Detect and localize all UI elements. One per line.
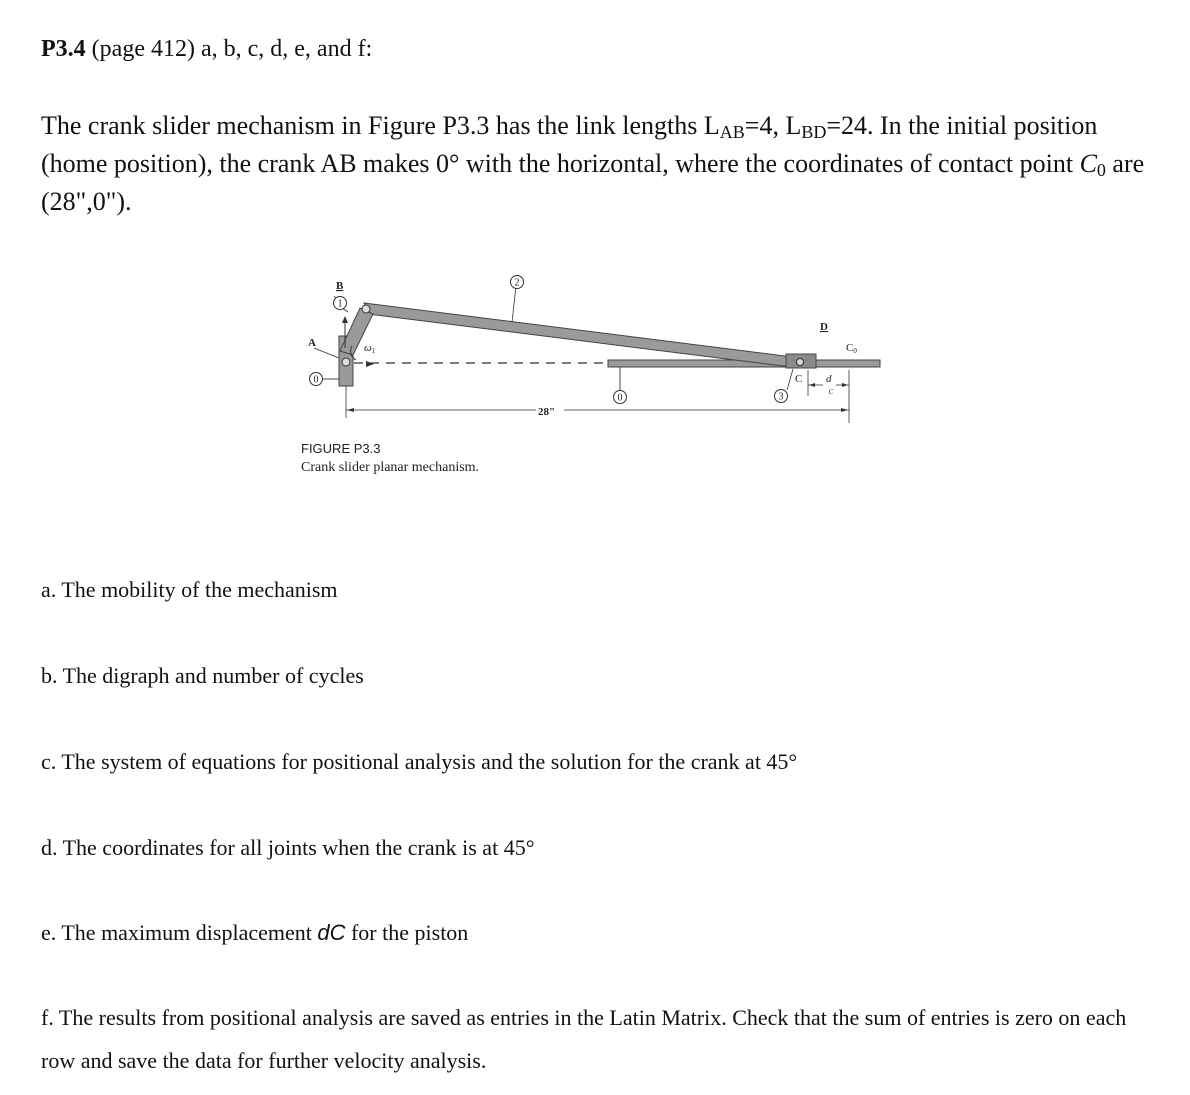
problem-number: P3.4 xyxy=(41,36,86,62)
question-d: d. The coordinates for all joints when the crank is at 45° xyxy=(41,835,535,860)
link-number-0-left: 0 xyxy=(313,374,319,386)
leader-2 xyxy=(512,286,516,322)
dc-arrowhead-right xyxy=(842,383,848,387)
figure-caption-text: Crank slider planar mechanism. xyxy=(301,460,480,475)
link-number-2: 2 xyxy=(514,277,520,289)
label-b: B xyxy=(336,280,344,292)
question-a: a. The mobility of the mechanism xyxy=(41,577,338,602)
question-f: f. The results from positional analysis are saved as entries in the Latin Matrix. Check that the sum of entries is zero on each row and save the data for further velocity analysis. xyxy=(41,1005,1127,1073)
statement-text-2: =4, L xyxy=(744,111,802,140)
link-number-1: 1 xyxy=(337,298,343,310)
question-e-text-2: for the piston xyxy=(345,920,469,945)
contact-point-subscript: 0 xyxy=(1096,160,1106,180)
joint-b xyxy=(362,305,370,313)
rotation-arrowhead xyxy=(366,361,374,367)
figure-caption-title: FIGURE P3.3 xyxy=(301,441,381,456)
leader-a xyxy=(314,348,339,358)
dim-arrowhead-right xyxy=(841,408,848,412)
label-omega: ω1 xyxy=(364,342,376,355)
problem-pages: (page 412) a, b, c, d, e, and f: xyxy=(85,36,373,62)
dimension-28: 28" xyxy=(538,406,556,418)
label-dc: d C xyxy=(826,373,834,396)
link-number-3: 3 xyxy=(778,391,784,403)
statement-text-1: The crank slider mechanism in Figure P3.3 has the link lengths L xyxy=(41,111,720,140)
subscript-bd: BD xyxy=(801,122,827,142)
dc-arrowhead-left xyxy=(809,383,815,387)
problem-statement xyxy=(41,110,1151,218)
displacement-symbol: dC xyxy=(317,920,346,945)
subscript-ab: AB xyxy=(719,122,745,142)
question-e-text-1: e. The maximum displacement xyxy=(41,920,318,945)
crank-arrowhead xyxy=(342,316,348,323)
question-c: c. The system of equations for positional analysis and the solution for the crank at 45° xyxy=(41,749,798,774)
crank-slider-figure xyxy=(296,268,896,483)
label-d: D xyxy=(820,321,828,333)
problem-heading xyxy=(41,36,372,63)
dim-arrowhead-left xyxy=(347,408,354,412)
question-e xyxy=(41,920,468,946)
leader-3 xyxy=(787,369,793,390)
question-b: b. The digraph and number of cycles xyxy=(41,663,364,688)
statement-text-3: =24. In the initial position (home position), the crank AB makes 0° with the horizontal, where the coordinates of contact point xyxy=(41,111,1098,178)
label-a: A xyxy=(308,337,316,349)
label-c: C xyxy=(795,373,803,385)
contact-point-symbol: C xyxy=(1079,149,1097,178)
joint-a xyxy=(342,358,350,366)
statement-text-4: are (28",0"). xyxy=(41,149,1145,216)
label-c0: C0 xyxy=(846,342,857,355)
connecting-rod-bd xyxy=(364,303,801,368)
joint-d xyxy=(797,359,804,366)
link-number-0-mid: 0 xyxy=(617,392,623,404)
